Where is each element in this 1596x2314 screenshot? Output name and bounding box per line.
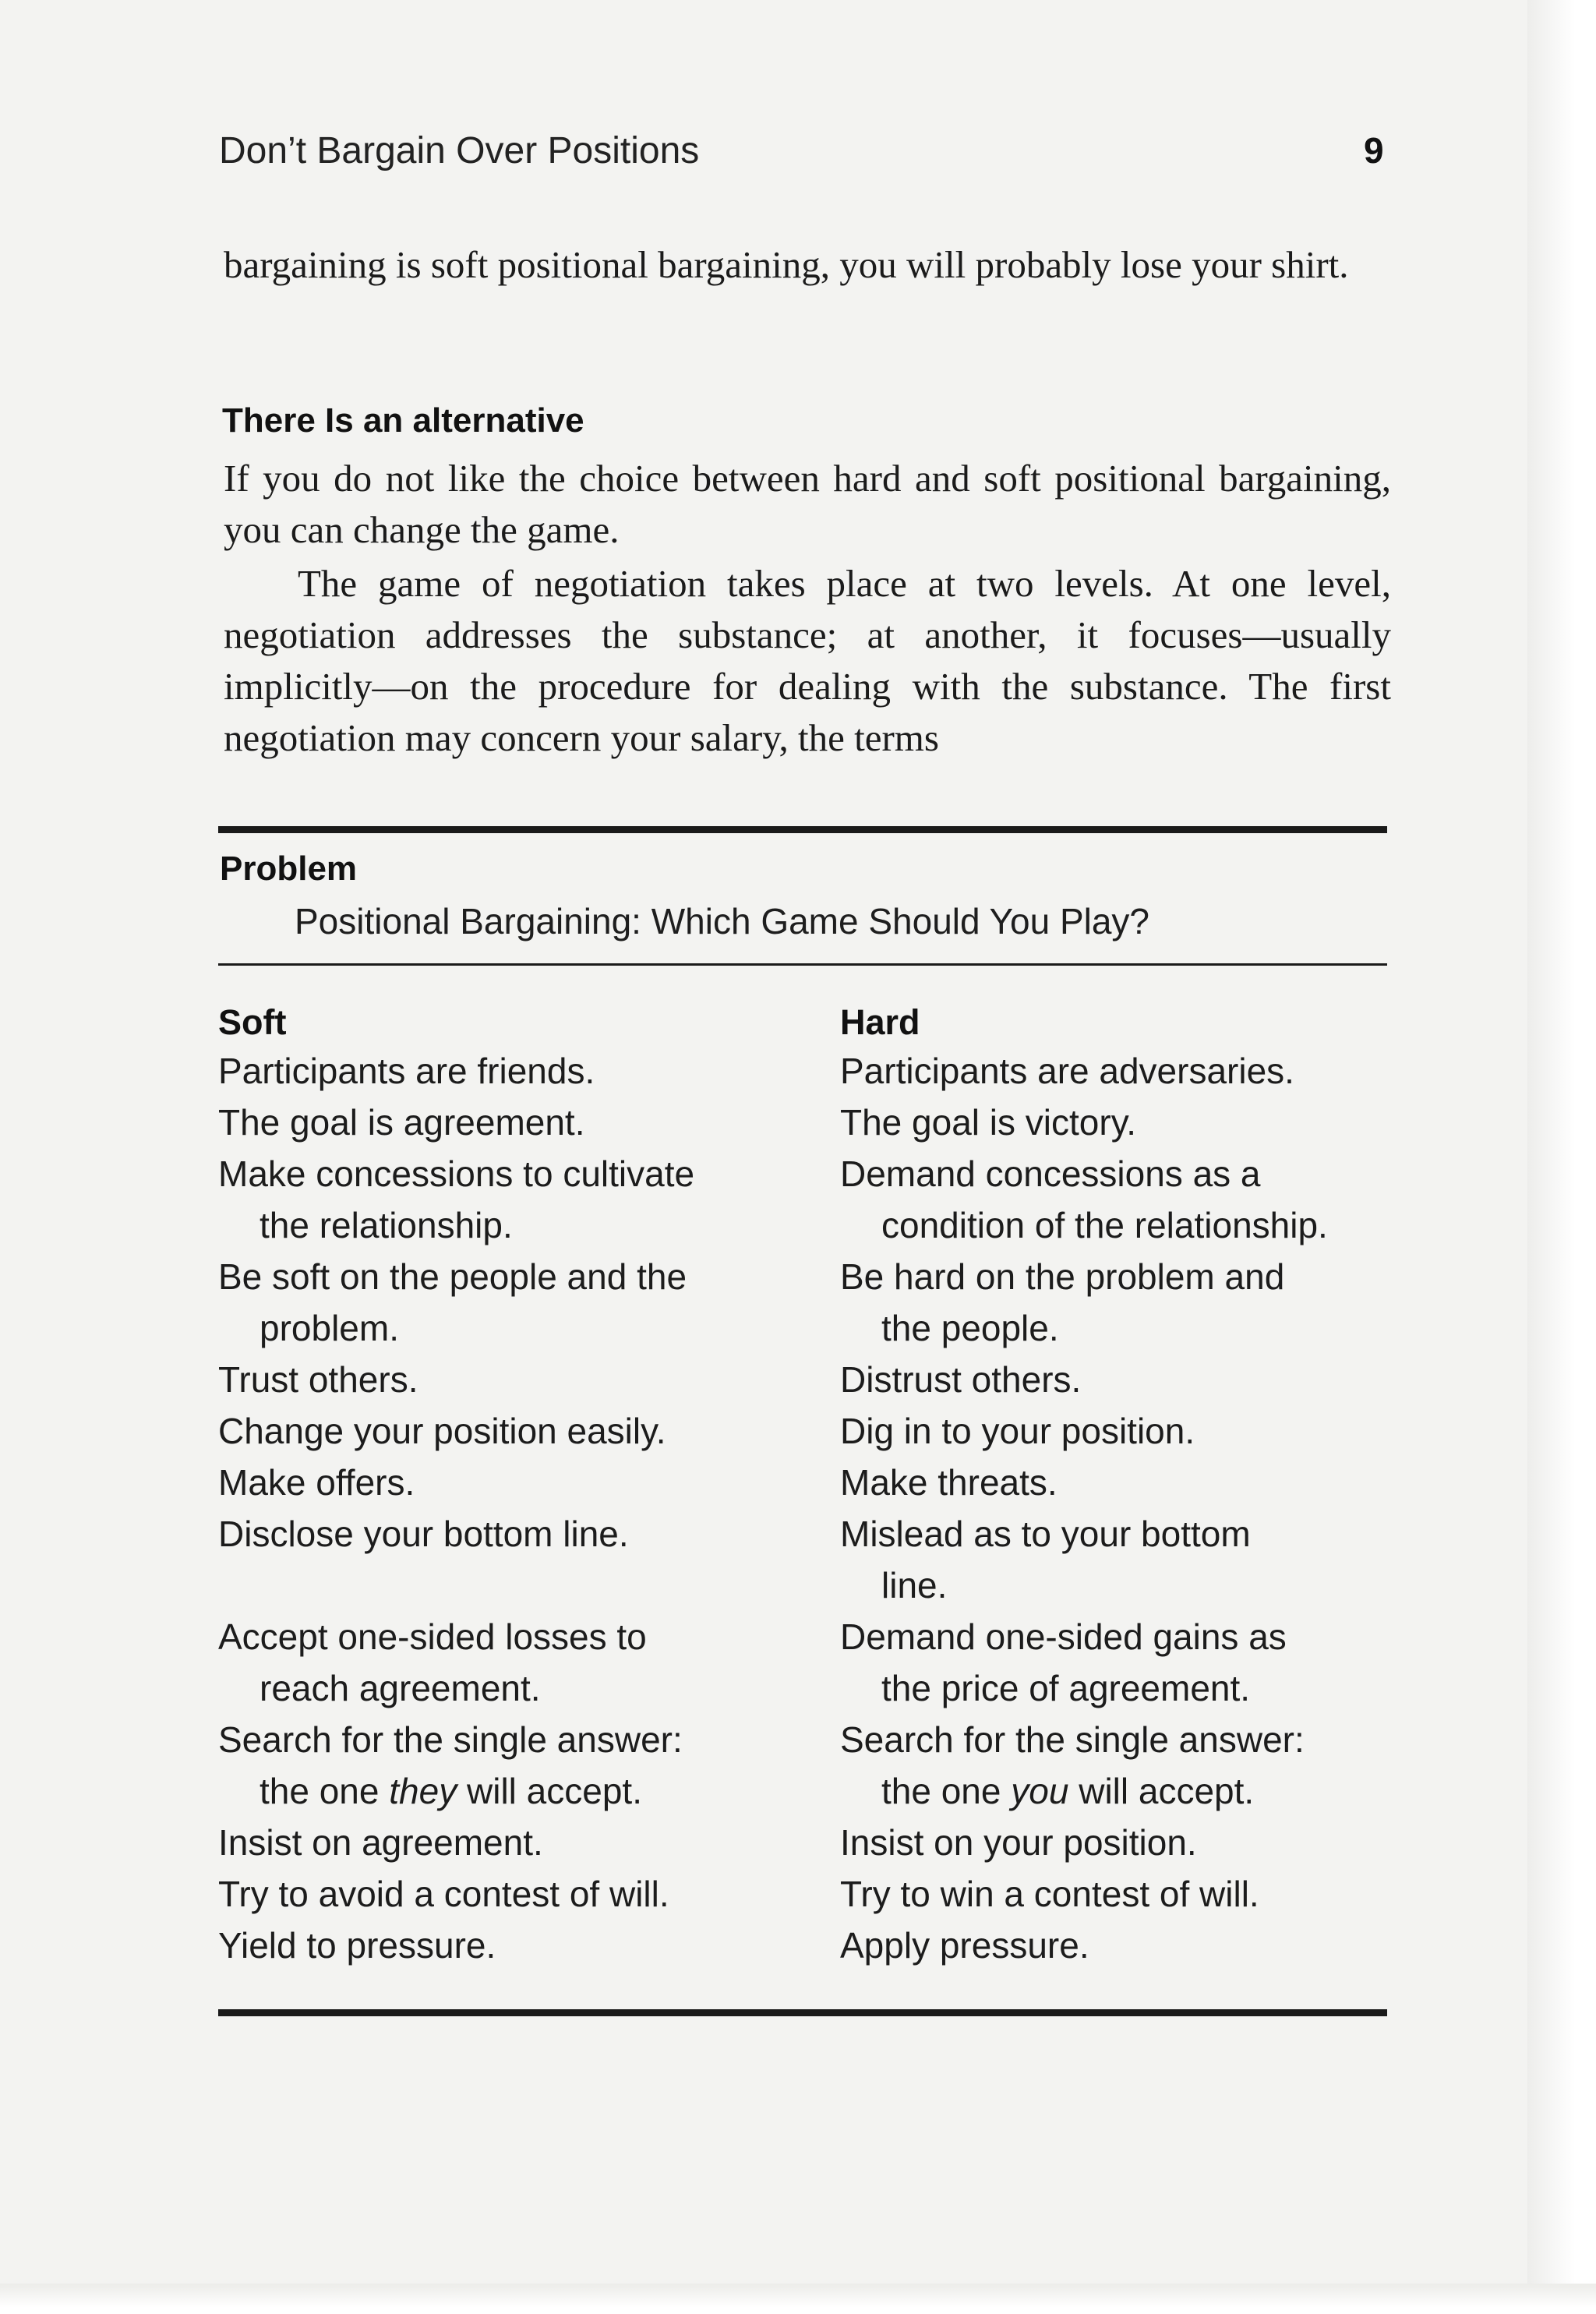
hard-list-item: Mislead as to your bottom line. xyxy=(840,1514,1251,1606)
hard-list xyxy=(840,1045,1401,1971)
soft-list-item: Change your position easily. xyxy=(218,1411,666,1451)
hard-list-item: Participants are adversaries. xyxy=(840,1051,1294,1091)
paragraph-alternative: If you do not like the choice between hard and soft positional bargaining, you can change the game. xyxy=(224,457,1391,551)
soft-list-item: Search for the single answer: the one they will accept. xyxy=(218,1719,683,1811)
hard-list-item: Make threats. xyxy=(840,1462,1058,1503)
hard-list-item: The goal is victory. xyxy=(840,1102,1137,1143)
hard-list-item: Distrust others. xyxy=(840,1359,1082,1400)
box-bottom-rule xyxy=(218,2009,1387,2016)
soft-list-item: Make offers. xyxy=(218,1462,415,1503)
box-heading: Problem xyxy=(220,850,358,888)
page-bottom-edge xyxy=(0,2284,1596,2314)
hard-column xyxy=(840,1000,1401,1971)
page-edge-shadow xyxy=(1527,0,1596,2314)
hard-column-heading: Hard xyxy=(840,1002,920,1042)
hard-list-item-emphasis: you xyxy=(1011,1771,1069,1811)
page-number: 9 xyxy=(1364,130,1384,171)
soft-list-item: Make concessions to cultivate the relationship. xyxy=(218,1153,695,1245)
soft-list-item: Participants are friends. xyxy=(218,1051,595,1091)
soft-list-item: Try to avoid a contest of will. xyxy=(218,1874,669,1914)
soft-column-heading: Soft xyxy=(218,1002,287,1042)
paragraph-continuation: bargaining is soft positional bargaining, you will probably lose your shirt. xyxy=(224,243,1349,286)
soft-list-item: The goal is agreement. xyxy=(218,1102,585,1143)
paragraph-two-levels: The game of negotiation takes place at two levels. At one level, negotiation addresses the substance; at another, it focuses—usually implicitly—on the procedure for dealing with the substance. The first negotiation may concern your salary, the terms xyxy=(224,562,1391,759)
soft-list-item: Insist on agreement. xyxy=(218,1822,543,1863)
hard-list-item: Apply pressure. xyxy=(840,1925,1089,1966)
box-top-rule xyxy=(218,826,1387,833)
hard-list-item: Demand one-sided gains as the price of agreement. xyxy=(840,1616,1287,1708)
hard-list-item: Dig in to your position. xyxy=(840,1411,1195,1451)
soft-list-item-emphasis: they xyxy=(389,1771,457,1811)
hard-list-item: Search for the single answer: the one you will accept. xyxy=(840,1719,1305,1811)
soft-list-item: Disclose your bottom line. xyxy=(218,1514,629,1554)
box-subtitle-rule xyxy=(218,963,1387,966)
hard-list-item: Try to win a contest of will. xyxy=(840,1874,1259,1914)
soft-list-item: Accept one-sided losses to reach agreement. xyxy=(218,1616,647,1708)
hard-list-item: Be hard on the problem and the people. xyxy=(840,1256,1285,1348)
soft-list xyxy=(218,1045,779,1971)
soft-list-item: Trust others. xyxy=(218,1359,418,1400)
soft-column xyxy=(218,1000,779,1971)
hard-list-item: Insist on your position. xyxy=(840,1822,1197,1863)
box-subtitle: Positional Bargaining: Which Game Should You Play? xyxy=(295,901,1150,941)
hard-list-item: Demand concessions as a condition of the relationship. xyxy=(840,1153,1328,1245)
soft-list-item: Yield to pressure. xyxy=(218,1925,496,1966)
soft-list-item: Be soft on the people and the problem. xyxy=(218,1256,687,1348)
section-heading: There Is an alternative xyxy=(222,401,584,440)
running-head: Don’t Bargain Over Positions xyxy=(219,130,700,171)
